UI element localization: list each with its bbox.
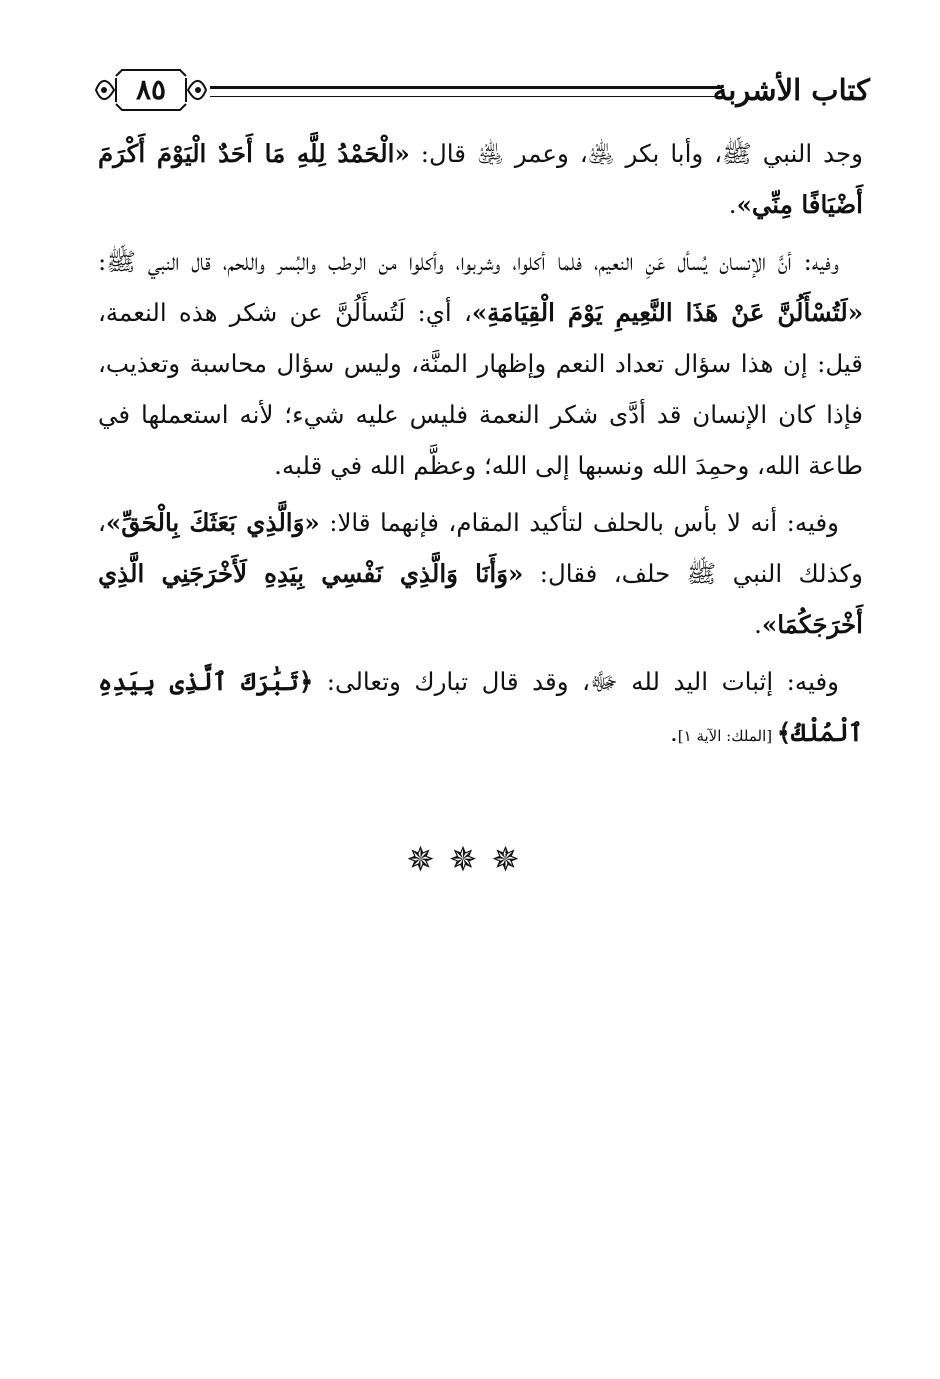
page-body (98, 128, 863, 768)
text-run: . (754, 610, 762, 639)
text-run: ، وكذلك النبي ﷺ حلف، فقال: (98, 508, 863, 588)
text-run: ، أي: لَتُسأَلُنَّ عن شكر هذه النعمة، قيل: إن هذا سؤال تعداد النعم وإظهار المنَّة، وليس سؤال محاسبة وتعذيب، فإذا كان الإنسان قد أدَّى شكر النعمة فليس عليه شيء؛ لأنه استعملها في طاعة الله، وحمِدَ الله ونسبها إلى الله؛ وعظَّم الله في قلبه. (98, 298, 863, 480)
hadith-quote: «الْحَمْدُ لِلَّهِ مَا أَحَدٌ الْيَوْمَ أَكْرَمَ أَضْيَافًا مِنِّي» (98, 139, 863, 219)
paragraph (98, 656, 863, 762)
quran-verse: ﴿تَبَٰرَكَ ٱلَّذِى بِيَدِهِ ٱلْمُلْكُ﴾ (98, 667, 863, 747)
page-number: ٨٥ (135, 73, 167, 106)
header-rule (210, 86, 722, 97)
page-header (92, 62, 870, 122)
verse-reference: [الملك: الآية ١] (677, 727, 777, 745)
text-run: وفيه: إثبات اليد لله ﷻ، وقد قال تبارك وتعالى: (313, 667, 840, 696)
text-run: . (669, 718, 678, 747)
page-number-ornament (92, 66, 210, 114)
text-run: وجد النبي ﷺ، وأبا بكر ﵁، وعمر ﵁ قال: (409, 139, 863, 168)
paragraph (98, 236, 863, 491)
hadith-quote: «لَتُسْأَلُنَّ عَنْ هَذَا النَّعِيمِ يَوْمَ الْقِيَامَةِ» (471, 298, 863, 327)
book-title: كتاب الأشربة (712, 73, 870, 107)
text-run: وفيه: أنه لا بأس بالحلف لتأكيد المقام، فإنهما قالا: (319, 508, 840, 537)
hadith-quote: «وَالَّذِي بَعَثَكَ بِالْحَقِّ» (105, 508, 320, 537)
section-separator: ✵✵✵ (406, 840, 534, 880)
text-run: . (728, 190, 737, 219)
paragraph (98, 128, 863, 230)
hadith-quote: «وَأَنَا وَالَّذِي نَفْسِي بِيَدِهِ لَأَخْرَجَنِي الَّذِي أَخْرَجَكُمَا» (98, 559, 863, 639)
paragraph (98, 497, 863, 650)
text-run: وفيه: أنَّ الإنسان يُسأل عَنِ النعيم، فلما أكلوا، وشربوا، وأكلوا من الرطب والبُسر واللحم، قال النبي ﷺ: (98, 247, 839, 276)
